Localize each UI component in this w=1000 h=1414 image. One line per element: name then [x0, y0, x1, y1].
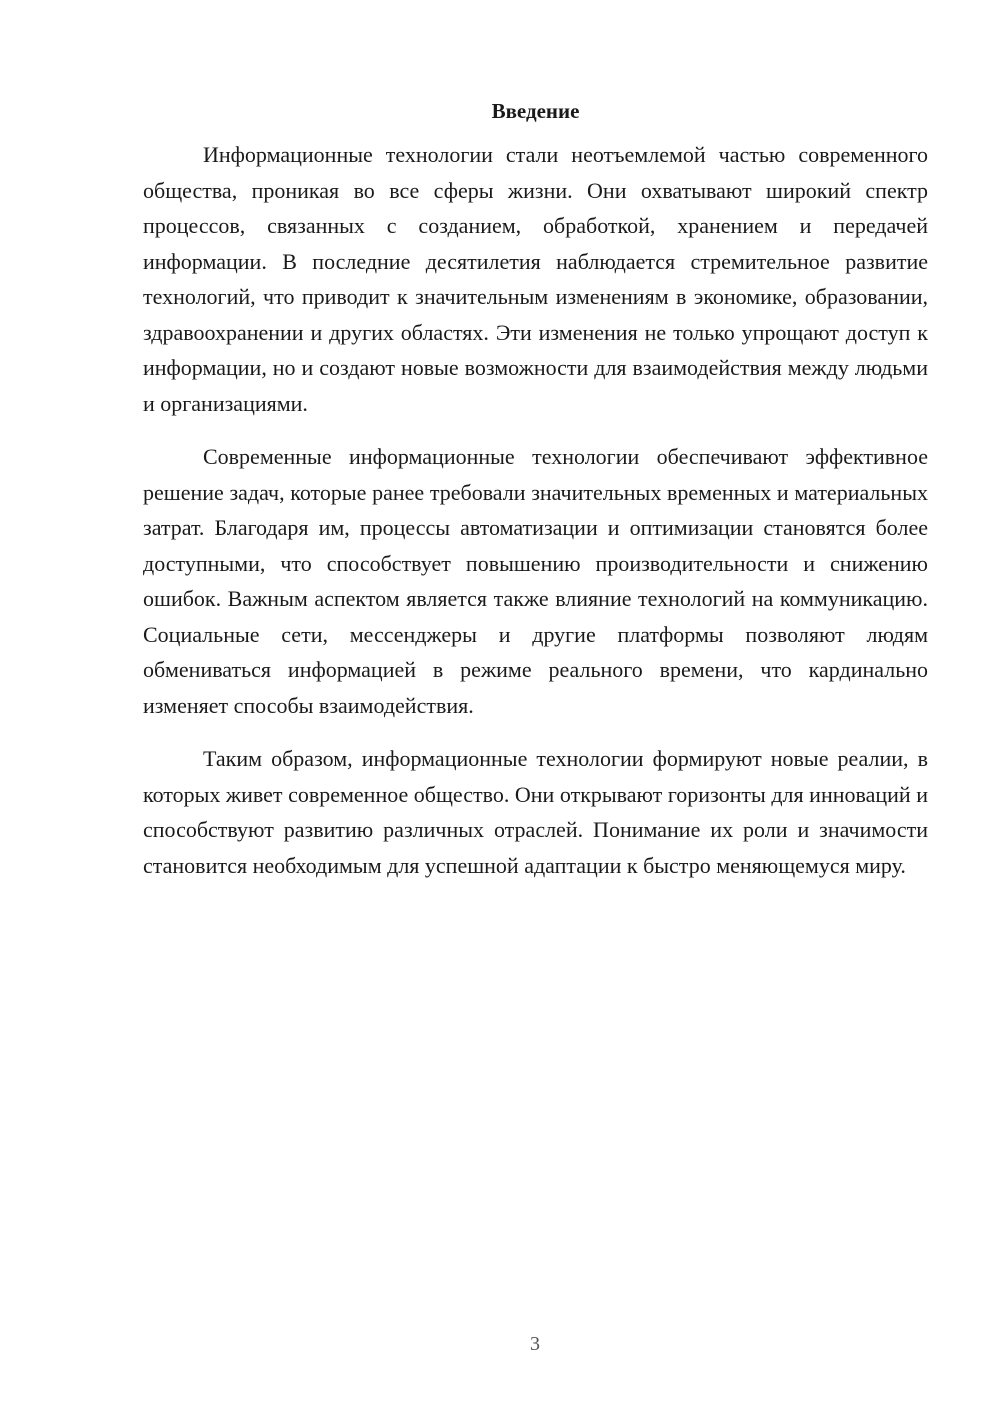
page-number: 3 [530, 1333, 540, 1355]
section-heading: Введение [491, 99, 580, 123]
paragraph-3: Таким образом, информационные технологии формируют новые реалии, в которых живет современное общество. Они открывают горизонты для инноваций и способствуют развитию различных отраслей. Понимание их роли и значимости становится необходимым для успешной адаптации к быстро меняющемуся миру. [143, 746, 928, 878]
page-content [143, 95, 928, 901]
paragraph-1: Информационные технологии стали неотъемлемой частью современного общества, проникая во все сферы жизни. Они охватывают широкий спектр процессов, связанных с созданием, обработкой, хранением и передачей информации. В последние десятилетия наблюдается стремительное развитие технологий, что приводит к значительным изменениям в экономике, образовании, здравоохранении и других областях. Эти изменения не только упрощают доступ к информации, но и создают новые возможности для взаимодействия между людьми и организациями. [143, 142, 928, 416]
paragraph-2: Современные информационные технологии обеспечивают эффективное решение задач, которые ранее требовали значительных временных и материальных затрат. Благодаря им, процессы автоматизации и оптимизации становятся более доступными, что способствует повышению производительности и снижению ошибок. Важным аспектом является также влияние технологий на коммуникацию. Социальные сети, мессенджеры и другие платформы позволяют людям обмениваться информацией в режиме реального времени, что кардинально изменяет способы взаимодействия. [143, 444, 928, 718]
